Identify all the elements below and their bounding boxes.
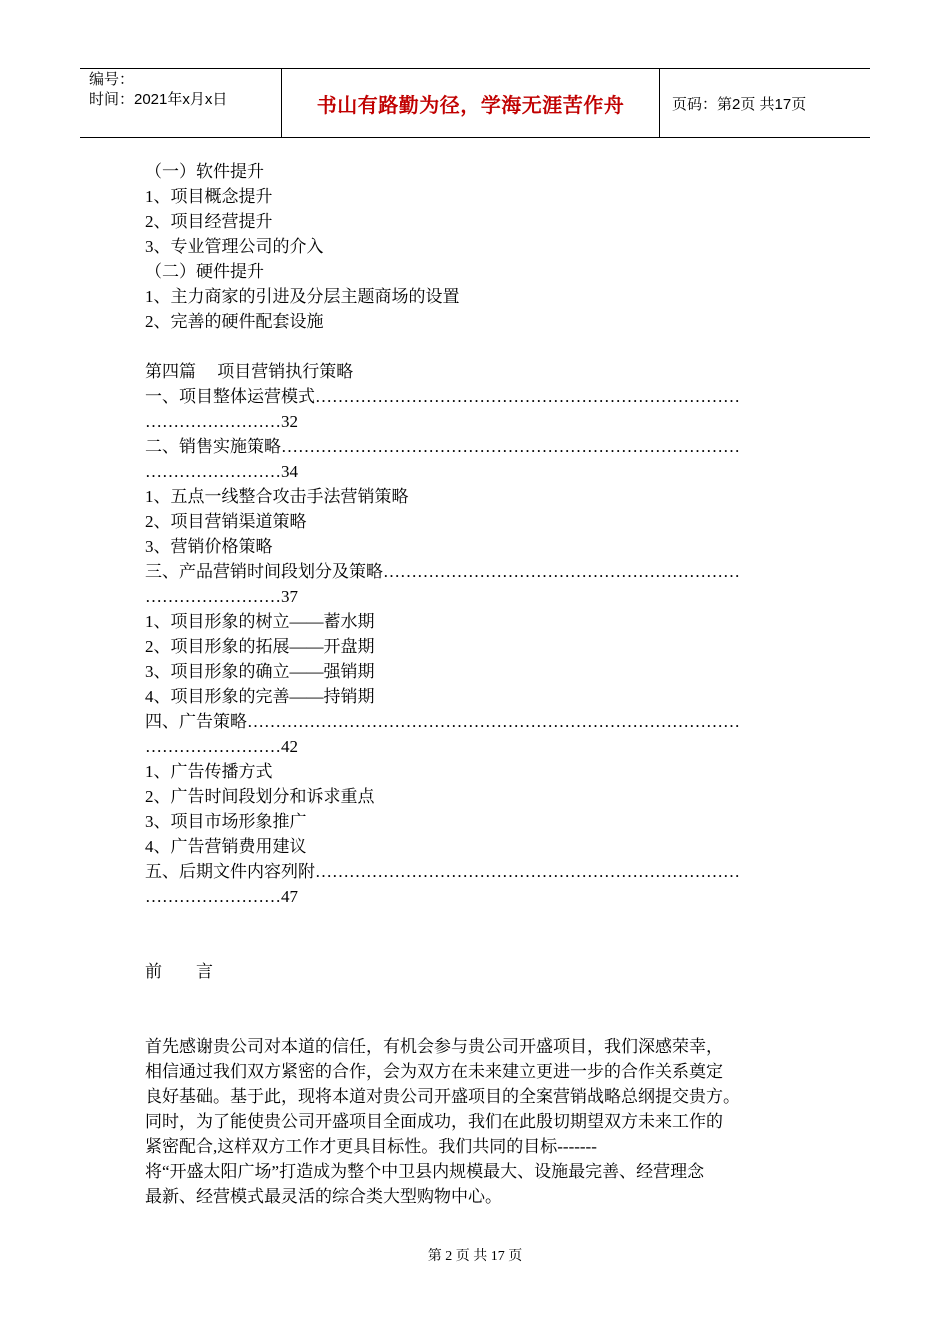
toc-entry: 三、产品营销时间段划分及策略……………………………………………………… xyxy=(145,562,740,581)
toc-entry-page: ……………………47 xyxy=(145,887,298,906)
toc-line: 4、项目形象的完善——持销期 xyxy=(145,687,375,706)
part-heading: 第四篇 项目营销执行策略 xyxy=(145,362,354,381)
preface-line: 紧密配合,这样双方工作才更具目标性。我们共同的目标------- xyxy=(145,1137,597,1156)
preface-line: 将“开盛太阳广场”打造成为整个中卫县内规模最大、设施最完善、经营理念 xyxy=(145,1162,705,1181)
toc-line: 3、项目形象的确立——强销期 xyxy=(145,662,375,681)
toc-line: 3、营销价格策略 xyxy=(145,537,273,556)
spacer xyxy=(145,909,825,959)
toc-line: 2、项目经营提升 xyxy=(145,212,273,231)
header-page-info: 页码：第2页 共17页 xyxy=(672,95,807,113)
page-footer: 第 2 页 共 17 页 xyxy=(427,1249,523,1264)
preface-line: 同时，为了能使贵公司开盛项目全面成功，我们在此殷切期望双方未来工作的 xyxy=(145,1112,723,1131)
header-meta xyxy=(80,69,282,137)
toc-line: 1、项目形象的树立——蓄水期 xyxy=(145,612,375,631)
preface-line: 首先感谢贵公司对本道的信任，有机会参与贵公司开盛项目，我们深感荣幸， xyxy=(145,1037,723,1056)
preface-title xyxy=(145,959,825,984)
header-motto: 书山有路勤为径，学海无涯苦作舟 xyxy=(282,69,660,137)
toc-line: 4、广告营销费用建议 xyxy=(145,837,307,856)
preface-line: 最新、经营模式最灵活的综合类大型购物中心。 xyxy=(145,1187,502,1206)
spacer xyxy=(145,334,825,359)
toc-line: 2、项目营销渠道策略 xyxy=(145,512,307,531)
number-label: 编号： xyxy=(89,71,135,88)
toc-line: 1、广告传播方式 xyxy=(145,762,273,781)
toc-line: 3、项目市场形象推广 xyxy=(145,812,307,831)
toc-line: 3、专业管理公司的介入 xyxy=(145,237,324,256)
toc-line: 2、项目形象的拓展——开盘期 xyxy=(145,637,375,656)
toc-line: 2、广告时间段划分和诉求重点 xyxy=(145,787,375,806)
page-header xyxy=(80,68,870,138)
time-label: 时间：2021年x月x日 xyxy=(89,91,228,108)
toc-line: 2、完善的硬件配套设施 xyxy=(145,312,324,331)
toc-line: 1、五点一线整合攻击手法营销策略 xyxy=(145,487,409,506)
toc-entry: 四、广告策略…………………………………………………………………………… xyxy=(145,712,740,731)
toc-line: 1、主力商家的引进及分层主题商场的设置 xyxy=(145,287,460,306)
toc-line: 1、项目概念提升 xyxy=(145,187,273,206)
toc-entry-page: ……………………42 xyxy=(145,737,298,756)
preface-line: 良好基础。基于此，现将本道对贵公司开盛项目的全案营销战略总纲提交贵方。 xyxy=(145,1087,740,1106)
preface-title-char: 前 xyxy=(145,962,162,981)
toc-line: （二）硬件提升 xyxy=(145,262,264,281)
toc-entry: 一、项目整体运营模式………………………………………………………………… xyxy=(145,387,740,406)
toc-line: （一）软件提升 xyxy=(145,162,264,181)
preface-line: 相信通过我们双方紧密的合作，会为双方在未来建立更进一步的合作关系奠定 xyxy=(145,1062,723,1081)
toc-entry-page: ……………………32 xyxy=(145,412,298,431)
document-body xyxy=(145,159,825,1209)
spacer xyxy=(145,984,825,1034)
preface-title-char: 言 xyxy=(196,962,213,981)
toc-entry-page: ……………………34 xyxy=(145,462,298,481)
toc-entry-page: ……………………37 xyxy=(145,587,298,606)
toc-entry: 五、后期文件内容列附………………………………………………………………… xyxy=(145,862,740,881)
toc-entry: 二、销售实施策略……………………………………………………………………… xyxy=(145,437,740,456)
